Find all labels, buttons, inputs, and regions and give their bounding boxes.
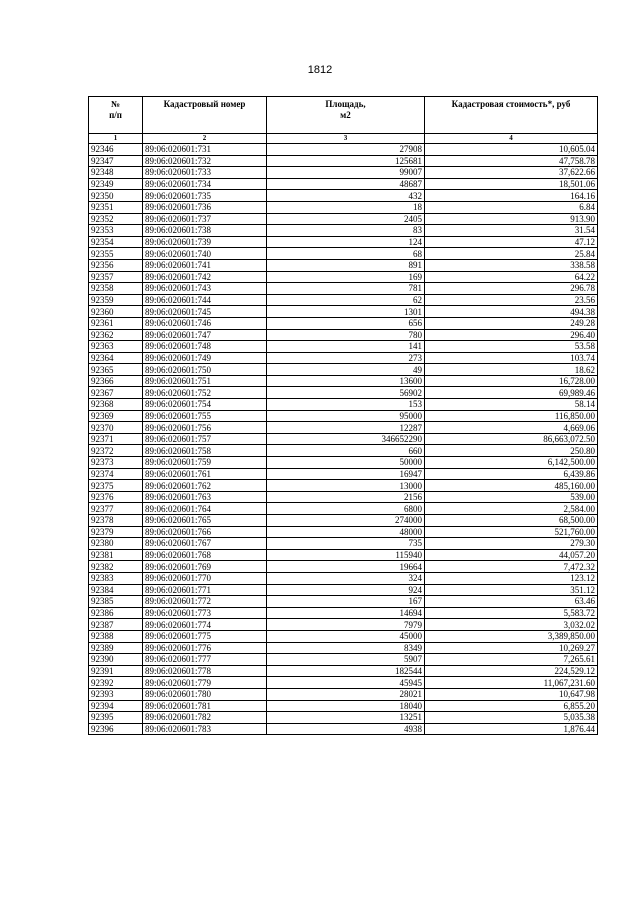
row-number-cell: 92363 — [89, 341, 143, 353]
cadastral-cost-cell: 37,622.66 — [425, 167, 598, 179]
area-cell: 153 — [267, 399, 425, 411]
row-number-cell: 92365 — [89, 364, 143, 376]
area-cell: 19664 — [267, 561, 425, 573]
row-number-cell: 92392 — [89, 677, 143, 689]
table-row — [89, 225, 598, 237]
area-cell: 8349 — [267, 642, 425, 654]
header-row-number-line1: № — [110, 99, 121, 109]
area-cell: 891 — [267, 259, 425, 271]
row-number-cell: 92351 — [89, 201, 143, 213]
row-number-cell: 92352 — [89, 213, 143, 225]
cadastral-cost-cell: 3,032.02 — [425, 619, 598, 631]
column-number: 2 — [143, 134, 267, 144]
cadastral-cost-cell: 25.84 — [425, 248, 598, 260]
row-number-cell: 92385 — [89, 596, 143, 608]
area-cell: 2405 — [267, 213, 425, 225]
area-cell: 56902 — [267, 387, 425, 399]
cadastral-number-cell: 89:06:020601:749 — [143, 352, 267, 364]
row-number-cell: 92383 — [89, 572, 143, 584]
cadastral-cost-cell: 6,855.20 — [425, 700, 598, 712]
cadastral-cost-cell: 913.90 — [425, 213, 598, 225]
cadastral-cost-cell: 16,728.00 — [425, 375, 598, 387]
table-row — [89, 445, 598, 457]
cadastral-cost-cell: 250.80 — [425, 445, 598, 457]
cadastral-number-cell: 89:06:020601:780 — [143, 688, 267, 700]
row-number-cell: 92368 — [89, 399, 143, 411]
row-number-cell: 92366 — [89, 375, 143, 387]
area-cell: 656 — [267, 317, 425, 329]
cadastral-number-cell: 89:06:020601:736 — [143, 201, 267, 213]
table-body — [89, 144, 598, 735]
area-cell: 28021 — [267, 688, 425, 700]
cadastral-number-cell: 89:06:020601:751 — [143, 375, 267, 387]
table-row — [89, 526, 598, 538]
table-row — [89, 596, 598, 608]
row-number-cell: 92357 — [89, 271, 143, 283]
area-cell: 18 — [267, 201, 425, 213]
row-number-cell: 92348 — [89, 167, 143, 179]
cadastral-number-cell: 89:06:020601:767 — [143, 538, 267, 550]
header-cadastral-number: Кадастровый номер — [143, 97, 267, 134]
cadastral-cost-cell: 44,057.20 — [425, 549, 598, 561]
cadastral-cost-cell: 23.56 — [425, 294, 598, 306]
area-cell: 13600 — [267, 375, 425, 387]
area-cell: 735 — [267, 538, 425, 550]
row-number-cell: 92396 — [89, 723, 143, 735]
row-number-cell: 92378 — [89, 515, 143, 527]
table-row — [89, 712, 598, 724]
table-row — [89, 410, 598, 422]
area-cell: 14694 — [267, 607, 425, 619]
cadastral-number-cell: 89:06:020601:769 — [143, 561, 267, 573]
cadastral-cost-cell: 351.12 — [425, 584, 598, 596]
row-number-cell: 92386 — [89, 607, 143, 619]
column-number: 3 — [267, 134, 425, 144]
column-numbers-row — [89, 134, 598, 144]
cadastral-number-cell: 89:06:020601:770 — [143, 572, 267, 584]
cadastral-number-cell: 89:06:020601:761 — [143, 468, 267, 480]
row-number-cell: 92393 — [89, 688, 143, 700]
cadastral-number-cell: 89:06:020601:779 — [143, 677, 267, 689]
area-cell: 62 — [267, 294, 425, 306]
cadastral-cost-cell: 521,760.00 — [425, 526, 598, 538]
cadastral-cost-cell: 68,500.00 — [425, 515, 598, 527]
cadastral-number-cell: 89:06:020601:768 — [143, 549, 267, 561]
area-cell: 781 — [267, 283, 425, 295]
row-number-cell: 92346 — [89, 144, 143, 156]
area-cell: 125681 — [267, 155, 425, 167]
cadastral-cost-cell: 4,669.06 — [425, 422, 598, 434]
area-cell: 16947 — [267, 468, 425, 480]
table-row — [89, 144, 598, 156]
row-number-cell: 92361 — [89, 317, 143, 329]
cadastral-cost-cell: 7,472.32 — [425, 561, 598, 573]
cadastral-number-cell: 89:06:020601:744 — [143, 294, 267, 306]
table-row — [89, 688, 598, 700]
cadastral-number-cell: 89:06:020601:732 — [143, 155, 267, 167]
cadastral-cost-cell: 69,989.46 — [425, 387, 598, 399]
row-number-cell: 92367 — [89, 387, 143, 399]
table-row — [89, 561, 598, 573]
cadastral-cost-cell: 539.00 — [425, 491, 598, 503]
cadastral-cost-cell: 7,265.61 — [425, 654, 598, 666]
row-number-cell: 92358 — [89, 283, 143, 295]
cadastral-cost-cell: 18.62 — [425, 364, 598, 376]
row-number-cell: 92375 — [89, 480, 143, 492]
table-row — [89, 630, 598, 642]
row-number-cell: 92364 — [89, 352, 143, 364]
table-row — [89, 236, 598, 248]
area-cell: 13000 — [267, 480, 425, 492]
cadastral-number-cell: 89:06:020601:743 — [143, 283, 267, 295]
row-number-cell: 92389 — [89, 642, 143, 654]
area-cell: 182544 — [267, 665, 425, 677]
cadastral-cost-cell: 338.58 — [425, 259, 598, 271]
table-row — [89, 329, 598, 341]
row-number-cell: 92374 — [89, 468, 143, 480]
cadastral-cost-cell: 31.54 — [425, 225, 598, 237]
cadastral-cost-cell: 485,160.00 — [425, 480, 598, 492]
row-number-cell: 92360 — [89, 306, 143, 318]
cadastral-cost-cell: 116,850.00 — [425, 410, 598, 422]
cadastral-cost-cell: 10,647.98 — [425, 688, 598, 700]
cadastral-cost-cell: 11,067,231.60 — [425, 677, 598, 689]
area-cell: 45945 — [267, 677, 425, 689]
cadastral-cost-cell: 249.28 — [425, 317, 598, 329]
cadastral-cost-cell: 47,758.78 — [425, 155, 598, 167]
area-cell: 141 — [267, 341, 425, 353]
cadastral-cost-cell: 123.12 — [425, 572, 598, 584]
area-cell: 45000 — [267, 630, 425, 642]
area-cell: 12287 — [267, 422, 425, 434]
area-cell: 49 — [267, 364, 425, 376]
cadastral-number-cell: 89:06:020601:762 — [143, 480, 267, 492]
cadastral-number-cell: 89:06:020601:733 — [143, 167, 267, 179]
header-area-line2: м2 — [340, 110, 351, 120]
table-row — [89, 294, 598, 306]
table-row — [89, 352, 598, 364]
table-row — [89, 480, 598, 492]
table-row — [89, 468, 598, 480]
table-row — [89, 665, 598, 677]
area-cell: 6800 — [267, 503, 425, 515]
area-cell: 18040 — [267, 700, 425, 712]
cadastral-cost-cell: 18,501.06 — [425, 178, 598, 190]
table-row — [89, 399, 598, 411]
area-cell: 5907 — [267, 654, 425, 666]
cadastral-number-cell: 89:06:020601:778 — [143, 665, 267, 677]
area-cell: 83 — [267, 225, 425, 237]
cadastral-number-cell: 89:06:020601:752 — [143, 387, 267, 399]
row-number-cell: 92372 — [89, 445, 143, 457]
cadastral-cost-cell: 5,583.72 — [425, 607, 598, 619]
area-cell: 274000 — [267, 515, 425, 527]
row-number-cell: 92381 — [89, 549, 143, 561]
row-number-cell: 92388 — [89, 630, 143, 642]
cadastral-cost-cell: 53.58 — [425, 341, 598, 353]
row-number-cell: 92377 — [89, 503, 143, 515]
row-number-cell: 92356 — [89, 259, 143, 271]
cadastral-number-cell: 89:06:020601:763 — [143, 491, 267, 503]
cadastral-cost-cell: 1,876.44 — [425, 723, 598, 735]
table-row — [89, 387, 598, 399]
table-header-row — [89, 97, 598, 134]
area-cell: 4938 — [267, 723, 425, 735]
area-cell: 27908 — [267, 144, 425, 156]
cadastral-number-cell: 89:06:020601:777 — [143, 654, 267, 666]
area-cell: 273 — [267, 352, 425, 364]
table-row — [89, 422, 598, 434]
cadastral-table — [88, 96, 598, 735]
cadastral-number-cell: 89:06:020601:758 — [143, 445, 267, 457]
cadastral-number-cell: 89:06:020601:771 — [143, 584, 267, 596]
table-row — [89, 584, 598, 596]
area-cell: 324 — [267, 572, 425, 584]
row-number-cell: 92373 — [89, 457, 143, 469]
table-row — [89, 248, 598, 260]
header-row-number — [89, 97, 143, 134]
cadastral-number-cell: 89:06:020601:776 — [143, 642, 267, 654]
cadastral-cost-cell: 103.74 — [425, 352, 598, 364]
cadastral-number-cell: 89:06:020601:782 — [143, 712, 267, 724]
cadastral-number-cell: 89:06:020601:755 — [143, 410, 267, 422]
area-cell: 432 — [267, 190, 425, 202]
cadastral-cost-cell: 10,269.27 — [425, 642, 598, 654]
cadastral-cost-cell: 64.22 — [425, 271, 598, 283]
table-row — [89, 375, 598, 387]
table-row — [89, 178, 598, 190]
cadastral-number-cell: 89:06:020601:731 — [143, 144, 267, 156]
row-number-cell: 92370 — [89, 422, 143, 434]
table-row — [89, 503, 598, 515]
table-row — [89, 607, 598, 619]
cadastral-number-cell: 89:06:020601:750 — [143, 364, 267, 376]
area-cell: 924 — [267, 584, 425, 596]
cadastral-number-cell: 89:06:020601:774 — [143, 619, 267, 631]
cadastral-number-cell: 89:06:020601:747 — [143, 329, 267, 341]
table-row — [89, 155, 598, 167]
table-row — [89, 317, 598, 329]
row-number-cell: 92391 — [89, 665, 143, 677]
cadastral-cost-cell: 47.12 — [425, 236, 598, 248]
area-cell: 99007 — [267, 167, 425, 179]
cadastral-number-cell: 89:06:020601:740 — [143, 248, 267, 260]
cadastral-number-cell: 89:06:020601:773 — [143, 607, 267, 619]
table-row — [89, 213, 598, 225]
table-row — [89, 654, 598, 666]
area-cell: 1301 — [267, 306, 425, 318]
table-row — [89, 515, 598, 527]
cadastral-cost-cell: 296.40 — [425, 329, 598, 341]
header-area-line1: Площадь, — [325, 99, 366, 109]
cadastral-number-cell: 89:06:020601:735 — [143, 190, 267, 202]
row-number-cell: 92354 — [89, 236, 143, 248]
cadastral-number-cell: 89:06:020601:742 — [143, 271, 267, 283]
area-cell: 13251 — [267, 712, 425, 724]
cadastral-number-cell: 89:06:020601:775 — [143, 630, 267, 642]
cadastral-number-cell: 89:06:020601:772 — [143, 596, 267, 608]
area-cell: 346652290 — [267, 433, 425, 445]
row-number-cell: 92379 — [89, 526, 143, 538]
cadastral-number-cell: 89:06:020601:781 — [143, 700, 267, 712]
area-cell: 115940 — [267, 549, 425, 561]
cadastral-number-cell: 89:06:020601:759 — [143, 457, 267, 469]
table-row — [89, 283, 598, 295]
row-number-cell: 92369 — [89, 410, 143, 422]
table-row — [89, 538, 598, 550]
cadastral-number-cell: 89:06:020601:738 — [143, 225, 267, 237]
table-row — [89, 306, 598, 318]
cadastral-number-cell: 89:06:020601:741 — [143, 259, 267, 271]
row-number-cell: 92353 — [89, 225, 143, 237]
table-row — [89, 700, 598, 712]
area-cell: 169 — [267, 271, 425, 283]
table-row — [89, 677, 598, 689]
table-row — [89, 190, 598, 202]
row-number-cell: 92359 — [89, 294, 143, 306]
table-row — [89, 167, 598, 179]
area-cell: 660 — [267, 445, 425, 457]
table-row — [89, 433, 598, 445]
cadastral-cost-cell: 6.84 — [425, 201, 598, 213]
cadastral-number-cell: 89:06:020601:745 — [143, 306, 267, 318]
cadastral-cost-cell: 3,389,850.00 — [425, 630, 598, 642]
cadastral-cost-cell: 58.14 — [425, 399, 598, 411]
cadastral-cost-cell: 279.30 — [425, 538, 598, 550]
table-row — [89, 491, 598, 503]
cadastral-number-cell: 89:06:020601:739 — [143, 236, 267, 248]
cadastral-number-cell: 89:06:020601:754 — [143, 399, 267, 411]
cadastral-number-cell: 89:06:020601:766 — [143, 526, 267, 538]
area-cell: 124 — [267, 236, 425, 248]
table-row — [89, 549, 598, 561]
cadastral-number-cell: 89:06:020601:756 — [143, 422, 267, 434]
cadastral-number-cell: 89:06:020601:737 — [143, 213, 267, 225]
cadastral-number-cell: 89:06:020601:765 — [143, 515, 267, 527]
cadastral-number-cell: 89:06:020601:764 — [143, 503, 267, 515]
cadastral-cost-cell: 10,605.04 — [425, 144, 598, 156]
area-cell: 50000 — [267, 457, 425, 469]
row-number-cell: 92350 — [89, 190, 143, 202]
table-row — [89, 642, 598, 654]
cadastral-cost-cell: 494.38 — [425, 306, 598, 318]
table-row — [89, 364, 598, 376]
row-number-cell: 92355 — [89, 248, 143, 260]
cadastral-number-cell: 89:06:020601:783 — [143, 723, 267, 735]
area-cell: 167 — [267, 596, 425, 608]
area-cell: 68 — [267, 248, 425, 260]
cadastral-cost-cell: 6,439.86 — [425, 468, 598, 480]
cadastral-cost-cell: 164.16 — [425, 190, 598, 202]
header-area — [267, 97, 425, 134]
cadastral-cost-cell: 296.78 — [425, 283, 598, 295]
cadastral-cost-cell: 224,529.12 — [425, 665, 598, 677]
cadastral-cost-cell: 63.46 — [425, 596, 598, 608]
table-row — [89, 619, 598, 631]
row-number-cell: 92380 — [89, 538, 143, 550]
page-number: 1812 — [307, 64, 333, 76]
area-cell: 48000 — [267, 526, 425, 538]
row-number-cell: 92394 — [89, 700, 143, 712]
area-cell: 48687 — [267, 178, 425, 190]
cadastral-cost-cell: 2,584.00 — [425, 503, 598, 515]
row-number-cell: 92387 — [89, 619, 143, 631]
column-number: 1 — [89, 134, 143, 144]
cadastral-cost-cell: 5,035.38 — [425, 712, 598, 724]
row-number-cell: 92349 — [89, 178, 143, 190]
header-cadastral-cost: Кадастровая стоимость*, руб — [425, 97, 598, 134]
row-number-cell: 92395 — [89, 712, 143, 724]
row-number-cell: 92390 — [89, 654, 143, 666]
table-row — [89, 341, 598, 353]
row-number-cell: 92376 — [89, 491, 143, 503]
row-number-cell: 92347 — [89, 155, 143, 167]
table-row — [89, 723, 598, 735]
cadastral-cost-cell: 6,142,500.00 — [425, 457, 598, 469]
cadastral-number-cell: 89:06:020601:748 — [143, 341, 267, 353]
table-row — [89, 572, 598, 584]
table-row — [89, 259, 598, 271]
table-row — [89, 271, 598, 283]
row-number-cell: 92384 — [89, 584, 143, 596]
cadastral-number-cell: 89:06:020601:757 — [143, 433, 267, 445]
row-number-cell: 92382 — [89, 561, 143, 573]
row-number-cell: 92371 — [89, 433, 143, 445]
row-number-cell: 92362 — [89, 329, 143, 341]
table-row — [89, 201, 598, 213]
area-cell: 2156 — [267, 491, 425, 503]
area-cell: 780 — [267, 329, 425, 341]
cadastral-number-cell: 89:06:020601:746 — [143, 317, 267, 329]
table-row — [89, 457, 598, 469]
area-cell: 7979 — [267, 619, 425, 631]
cadastral-number-cell: 89:06:020601:734 — [143, 178, 267, 190]
area-cell: 95000 — [267, 410, 425, 422]
header-row-number-line2: п/п — [109, 110, 122, 120]
column-number: 4 — [425, 134, 598, 144]
cadastral-cost-cell: 86,663,072.50 — [425, 433, 598, 445]
